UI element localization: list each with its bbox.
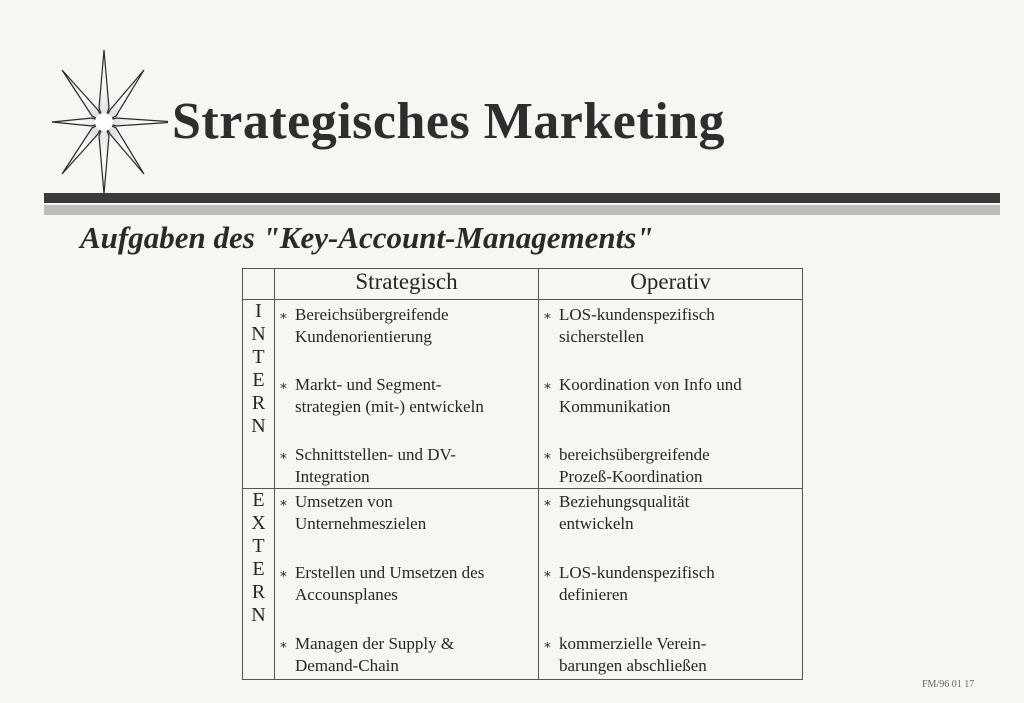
- bullet: ∗: [543, 308, 552, 323]
- cell-extern-strategisch: [275, 489, 539, 680]
- row-label-letter: N: [251, 604, 266, 626]
- list-item: [275, 374, 538, 418]
- row-label-letter: E: [252, 558, 265, 580]
- bullet: ∗: [543, 495, 552, 510]
- list-item: [275, 444, 538, 488]
- item-text: bereichsübergreifende Prozeß-Koordination: [559, 445, 710, 486]
- item-text: Managen der Supply & Demand-Chain: [295, 634, 455, 675]
- bullet: ∗: [279, 637, 288, 652]
- list-item: [539, 304, 802, 348]
- row-label-letter: X: [251, 512, 266, 534]
- item-text: LOS-kundenspezifisch sicherstellen: [559, 305, 715, 346]
- row-label-letter: T: [252, 535, 265, 557]
- bullet: ∗: [543, 448, 552, 463]
- column-header-operativ: Operativ: [539, 269, 803, 300]
- row-label-letter: N: [251, 323, 266, 345]
- row-label-extern: [243, 489, 275, 680]
- page-title: Strategisches Marketing: [172, 93, 726, 150]
- list-item: [275, 304, 538, 348]
- bullet: ∗: [543, 637, 552, 652]
- subtitle: Aufgaben des "Key-Account-Managements": [80, 220, 654, 255]
- star-burst-icon: [48, 48, 168, 198]
- bullet: ∗: [279, 495, 288, 510]
- bullet: ∗: [279, 566, 288, 581]
- row-label-letter: I: [255, 300, 262, 322]
- item-text: Schnittstellen- und DV- Integration: [295, 445, 456, 486]
- bullet: ∗: [543, 378, 552, 393]
- list-item: [539, 444, 802, 488]
- list-item: [539, 491, 802, 535]
- header-row: [243, 269, 803, 300]
- list-item: [539, 374, 802, 418]
- item-text: Umsetzen von Unternehmeszielen: [295, 492, 427, 533]
- item-text: Markt- und Segment- strategien (mit-) entwickeln: [295, 375, 484, 416]
- list-item: [275, 633, 538, 677]
- item-text: LOS-kundenspezifisch definieren: [559, 563, 715, 604]
- bullet: ∗: [279, 378, 288, 393]
- item-text: Beziehungsqualität entwickeln: [559, 492, 690, 533]
- tasks-table: [242, 268, 803, 680]
- item-text: Koordination von Info und Kommunikation: [559, 375, 742, 416]
- row-label-letter: E: [252, 489, 265, 511]
- row-label-letter: R: [251, 581, 266, 603]
- bullet: ∗: [279, 448, 288, 463]
- bullet: ∗: [279, 308, 288, 323]
- cell-intern-operativ: [539, 300, 803, 489]
- list-item: [275, 562, 538, 606]
- table-row-extern: [243, 489, 803, 680]
- list-item: [539, 633, 802, 677]
- cell-extern-operativ: [539, 489, 803, 680]
- item-text: Bereichsübergreifende Kundenorientierung: [295, 305, 449, 346]
- row-label-intern: [243, 300, 275, 489]
- bullet: ∗: [543, 566, 552, 581]
- list-item: [275, 491, 538, 535]
- row-label-letter: E: [252, 369, 265, 391]
- footer-code: FM/96 01 17: [922, 679, 975, 690]
- row-label-letter: N: [251, 415, 266, 437]
- row-label-letter: T: [252, 346, 265, 368]
- title-rule-light: [44, 205, 1000, 215]
- cell-intern-strategisch: [275, 300, 539, 489]
- row-label-letter: R: [251, 392, 266, 414]
- item-text: kommerzielle Verein- barungen abschließen: [559, 634, 707, 675]
- list-item: [539, 562, 802, 606]
- column-header-strategisch: Strategisch: [275, 269, 539, 300]
- title-rule-dark: [44, 193, 1000, 203]
- item-text: Erstellen und Umsetzen des Accounsplanes: [295, 563, 485, 604]
- table-row-intern: [243, 300, 803, 489]
- corner-cell: [243, 269, 275, 300]
